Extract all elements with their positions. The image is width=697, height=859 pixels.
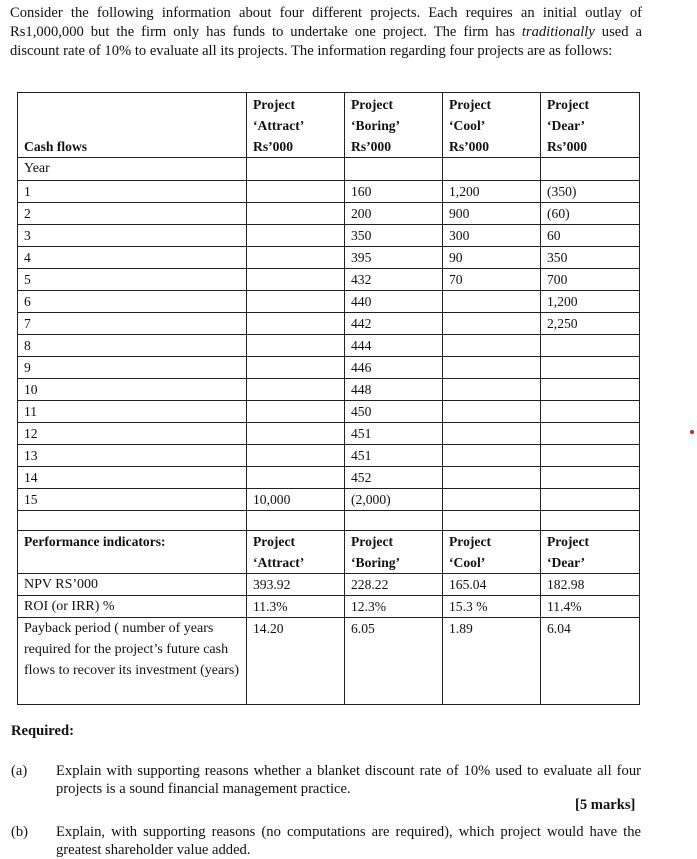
cash-flow-attract: 10,000: [247, 489, 345, 511]
cash-flow-year: 7: [18, 313, 247, 335]
cash-flow-row: [18, 335, 640, 357]
cash-flow-cool: [443, 313, 541, 335]
cash-flow-attract: [247, 379, 345, 401]
cash-flow-attract: [247, 247, 345, 269]
cash-flow-attract: [247, 269, 345, 291]
cash-flow-boring: 450: [345, 401, 443, 423]
roi-cool: 15.3 %: [443, 596, 541, 618]
cash-flows-label: Cash flows: [18, 93, 247, 158]
cash-flow-cool: [443, 379, 541, 401]
cash-flow-attract: [247, 423, 345, 445]
npv-row: [18, 574, 640, 596]
cash-flow-year: 3: [18, 225, 247, 247]
cash-flow-boring: 446: [345, 357, 443, 379]
cash-flow-boring: 350: [345, 225, 443, 247]
cash-flow-cool: [443, 291, 541, 313]
cash-flow-year: 5: [18, 269, 247, 291]
header-boring: Project ‘Boring’ Rs’000: [345, 93, 443, 158]
cash-flow-boring: 442: [345, 313, 443, 335]
perf-header-boring: Project ‘Boring’: [345, 531, 443, 574]
cash-flow-row: [18, 357, 640, 379]
payback-cool: 1.89: [443, 618, 541, 705]
cash-flow-attract: [247, 467, 345, 489]
cash-flow-boring: 440: [345, 291, 443, 313]
cash-flow-row: [18, 489, 640, 511]
intro-text-2: used a discount rate of 10% to evaluate all its projects. The information regarding four projects are as follows:: [10, 24, 642, 59]
payback-attract: 14.20: [247, 618, 345, 705]
cash-flow-attract: [247, 445, 345, 467]
cash-flow-dear: [541, 379, 640, 401]
cash-flow-dear: [541, 445, 640, 467]
cash-flow-cool: [443, 423, 541, 445]
payback-boring: 6.05: [345, 618, 443, 705]
projects-table: [17, 92, 640, 705]
cash-flow-attract: [247, 313, 345, 335]
cash-flow-year: 11: [18, 401, 247, 423]
payback-label: Payback period ( number of years required for the project’s future cash flows to recover its investment (years): [18, 618, 247, 705]
cash-flow-boring: (2,000): [345, 489, 443, 511]
cash-flow-row: [18, 247, 640, 269]
cash-flow-boring: 448: [345, 379, 443, 401]
question-a-marks: [5 marks]: [575, 797, 636, 813]
cash-flow-cool: [443, 489, 541, 511]
cash-flow-dear: (350): [541, 181, 640, 203]
year-label-row: [18, 158, 640, 181]
cash-flow-row: [18, 225, 640, 247]
cash-flow-year: 13: [18, 445, 247, 467]
cash-flow-attract: [247, 357, 345, 379]
cash-flow-dear: 700: [541, 269, 640, 291]
cash-flow-dear: [541, 423, 640, 445]
question-b-text: Explain, with supporting reasons (no computations are required), which project would have the greatest shareholder value added.: [56, 824, 641, 858]
question-a-text: Explain with supporting reasons whether a blanket discount rate of 10% used to evaluate all four projects is a sound financial management practice.: [56, 763, 641, 797]
cash-flow-year: 1: [18, 181, 247, 203]
npv-boring: 228.22: [345, 574, 443, 596]
cash-flow-attract: [247, 291, 345, 313]
cash-flow-year: 10: [18, 379, 247, 401]
cash-flow-row: [18, 467, 640, 489]
cash-flow-year: 4: [18, 247, 247, 269]
npv-dear: 182.98: [541, 574, 640, 596]
intro-italic: traditionally: [521, 24, 595, 40]
cash-flow-dear: [541, 335, 640, 357]
cash-flow-boring: 444: [345, 335, 443, 357]
cash-flow-cool: [443, 357, 541, 379]
cash-flow-attract: [247, 225, 345, 247]
cash-flow-cool: 90: [443, 247, 541, 269]
cash-flow-boring: 452: [345, 467, 443, 489]
cash-flow-attract: [247, 181, 345, 203]
spacer-row: [18, 511, 640, 531]
roi-dear: 11.4%: [541, 596, 640, 618]
cash-flow-year: 14: [18, 467, 247, 489]
red-dot-mark: [690, 430, 694, 434]
performance-header-row: [18, 531, 640, 574]
cash-flow-year: 9: [18, 357, 247, 379]
cash-flow-row: [18, 181, 640, 203]
question-b-tag: (b): [11, 824, 29, 840]
cash-flow-dear: [541, 489, 640, 511]
cash-flow-cool: [443, 467, 541, 489]
cash-flow-cool: [443, 401, 541, 423]
cash-flow-row: [18, 313, 640, 335]
cash-flow-row: [18, 401, 640, 423]
header-cool: Project ‘Cool’ Rs’000: [443, 93, 541, 158]
cash-flow-row: [18, 423, 640, 445]
cash-flow-attract: [247, 203, 345, 225]
cash-flow-dear: 350: [541, 247, 640, 269]
cash-flow-dear: 1,200: [541, 291, 640, 313]
cash-flow-dear: 2,250: [541, 313, 640, 335]
npv-label: NPV RS’000: [18, 574, 247, 596]
header-attract: Project ‘Attract’ Rs’000: [247, 93, 345, 158]
npv-cool: 165.04: [443, 574, 541, 596]
cash-flow-dear: 60: [541, 225, 640, 247]
cash-flow-row: [18, 269, 640, 291]
roi-boring: 12.3%: [345, 596, 443, 618]
cash-flow-cool: 300: [443, 225, 541, 247]
cash-flow-cool: 900: [443, 203, 541, 225]
cash-flow-attract: [247, 335, 345, 357]
payback-row: [18, 618, 640, 705]
payback-dear: 6.04: [541, 618, 640, 705]
question-a: [11, 762, 641, 798]
cash-flow-dear: [541, 357, 640, 379]
cash-flow-cool: 70: [443, 269, 541, 291]
header-row: [18, 93, 640, 158]
roi-label: ROI (or IRR) %: [18, 596, 247, 618]
cash-flow-year: 2: [18, 203, 247, 225]
roi-row: [18, 596, 640, 618]
cash-flow-year: 8: [18, 335, 247, 357]
perf-header-cool: Project ‘Cool’: [443, 531, 541, 574]
question-a-tag: (a): [11, 763, 28, 779]
performance-label: Performance indicators:: [18, 531, 247, 574]
cash-flow-year: 6: [18, 291, 247, 313]
required-heading: Required:: [11, 723, 74, 739]
cash-flow-cool: [443, 445, 541, 467]
cash-flow-boring: 451: [345, 445, 443, 467]
roi-attract: 11.3%: [247, 596, 345, 618]
cash-flow-cool: 1,200: [443, 181, 541, 203]
cash-flow-boring: 451: [345, 423, 443, 445]
npv-attract: 393.92: [247, 574, 345, 596]
cash-flow-row: [18, 379, 640, 401]
perf-header-dear: Project ‘Dear’: [541, 531, 640, 574]
cash-flow-boring: 432: [345, 269, 443, 291]
cash-flow-row: [18, 445, 640, 467]
cash-flow-rows: [18, 181, 640, 511]
intro-text-1: Consider the following information about four different projects. Each requires an initial outlay of Rs1,000,000 but the firm only has funds to undertake one project. The firm has: [10, 5, 642, 40]
perf-header-attract: Project ‘Attract’: [247, 531, 345, 574]
cash-flow-boring: 395: [345, 247, 443, 269]
question-b: [11, 823, 641, 859]
cash-flow-year: 15: [18, 489, 247, 511]
cash-flow-attract: [247, 401, 345, 423]
cash-flow-dear: [541, 467, 640, 489]
header-dear: Project ‘Dear’ Rs’000: [541, 93, 640, 158]
cash-flow-boring: 200: [345, 203, 443, 225]
cash-flow-dear: (60): [541, 203, 640, 225]
cash-flow-cool: [443, 335, 541, 357]
cash-flow-row: [18, 291, 640, 313]
cash-flow-dear: [541, 401, 640, 423]
cash-flow-row: [18, 203, 640, 225]
year-label: Year: [18, 158, 247, 181]
cash-flow-year: 12: [18, 423, 247, 445]
intro-paragraph: [10, 4, 642, 61]
cash-flow-boring: 160: [345, 181, 443, 203]
